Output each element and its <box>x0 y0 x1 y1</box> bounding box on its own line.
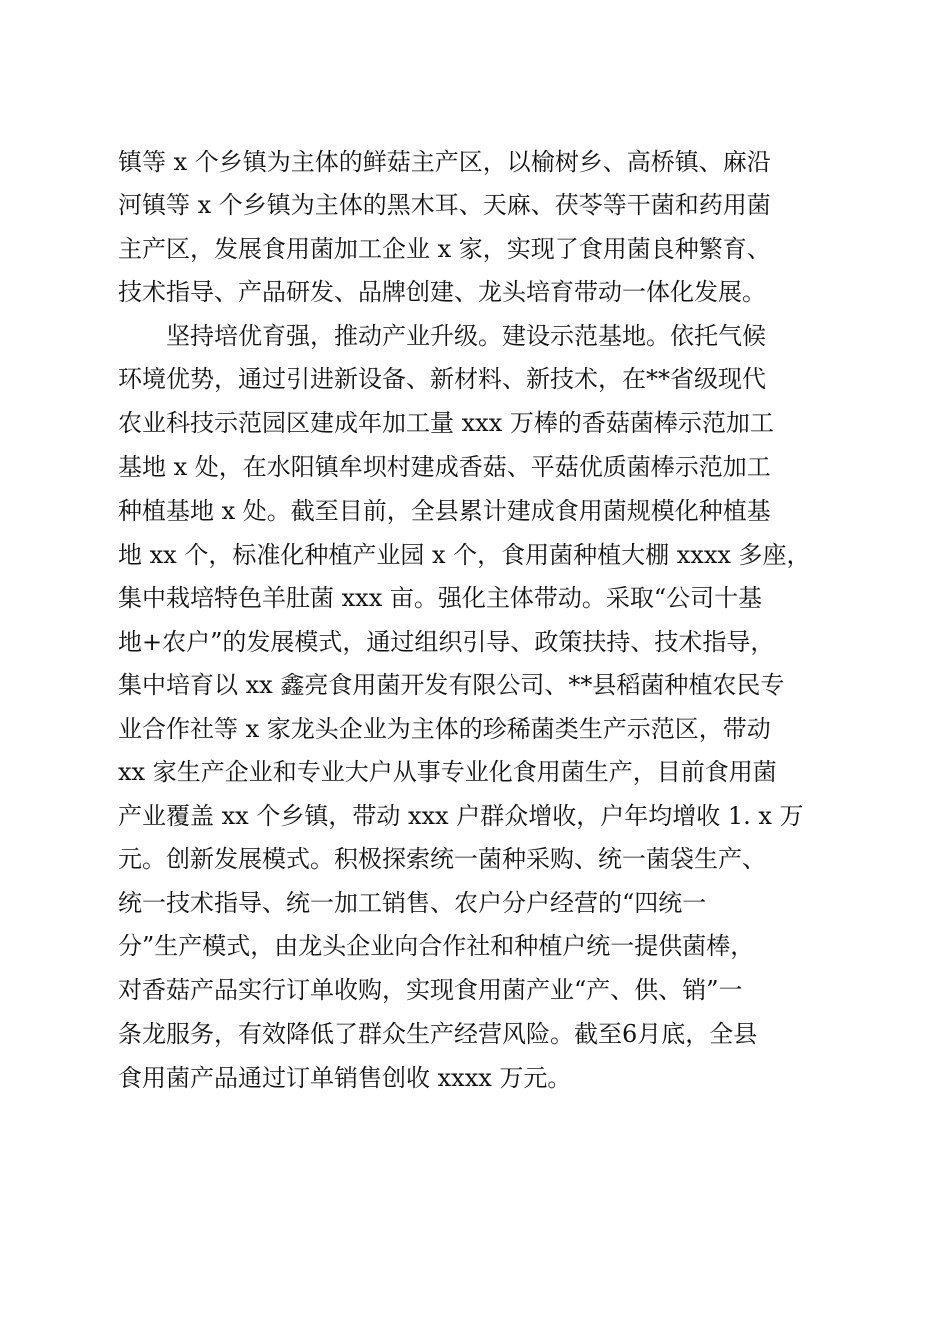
text-line-content: 统一技术指导、统一加工销售、农户分户经营的“四统一 <box>118 889 707 917</box>
text-line-content: xx 家生产企业和专业大户从事专业化食用菌生产，目前食用菌 <box>118 758 777 786</box>
text-line-content: 镇等 x 个乡镇为主体的鲜菇主产区，以榆树乡、高桥镇、麻沿 <box>118 148 771 176</box>
text-line <box>0 1013 950 1055</box>
text-line <box>0 708 950 750</box>
text-line <box>0 882 950 924</box>
text-line <box>0 577 950 619</box>
text-line <box>0 1057 950 1099</box>
text-line <box>0 315 950 357</box>
text-line-content: 河镇等 x 个乡镇为主体的黑木耳、天麻、茯苓等干菌和药用菌 <box>118 191 771 219</box>
text-line <box>0 795 950 837</box>
text-line <box>0 446 950 488</box>
text-line <box>0 184 950 226</box>
text-line-content: 集中培育以 xx 鑫亮食用菌开发有限公司、**县稻菌种植农民专 <box>118 671 785 699</box>
text-line <box>0 621 950 663</box>
text-line <box>0 228 950 270</box>
text-line <box>0 534 950 576</box>
text-line <box>0 141 950 183</box>
text-line-content: 对香菇产品实行订单收购，实现食用菌产业“产、供、销”一 <box>118 976 743 1004</box>
text-line <box>0 358 950 400</box>
text-line-content: 主产区，发展食用菌加工企业 x 家，实现了食用菌良种繁育、 <box>118 235 771 263</box>
text-line-content: 地 xx 个，标准化种植产业园 x 个，食用菌种植大棚 xxxx 多座， <box>118 541 811 569</box>
text-line-content: 条龙服务，有效降低了群众生产经营风险。截至6月底，全县 <box>118 1020 758 1048</box>
text-line-content: 食用菌产品通过订单销售创收 xxxx 万元。 <box>118 1064 572 1092</box>
text-line <box>0 664 950 706</box>
text-line-content: 技术指导、产品研发、品牌创建、龙头培育带动一体化发展。 <box>118 278 766 306</box>
text-line-content: 坚持培优育强，推动产业升级。建设示范基地。依托气候 <box>166 322 766 350</box>
text-line <box>0 751 950 793</box>
text-line-content: 产业覆盖 xx 个乡镇，带动 xxx 户群众增收，户年均增收 1. x 万 <box>118 802 804 830</box>
text-line-content: 分”生产模式，由龙头企业向合作社和种植户统一提供菌棒， <box>118 932 755 960</box>
text-line <box>0 969 950 1011</box>
text-line-content: 种植基地 x 处。截至目前，全县累计建成食用菌规模化种植基 <box>118 497 771 525</box>
text-line-content: 环境优势，通过引进新设备、新材料、新技术，在**省级现代 <box>118 365 766 393</box>
text-line <box>0 838 950 880</box>
text-line <box>0 402 950 444</box>
text-line-content: 业合作社等 x 家龙头企业为主体的珍稀菌类生产示范区，带动 <box>118 715 771 743</box>
text-line-content: 集中栽培特色羊肚菌 xxx 亩。强化主体带动。采取“公司十基 <box>118 584 763 612</box>
text-line <box>0 490 950 532</box>
text-line-content: 元。创新发展模式。积极探索统一菌种采购、统一菌袋生产、 <box>118 845 766 873</box>
text-line-content: 农业科技示范园区建成年加工量 xxx 万棒的香菇菌棒示范加工 <box>118 409 774 437</box>
text-line <box>0 925 950 967</box>
text-line-content: 基地 x 处，在水阳镇牟坝村建成香菇、平菇优质菌棒示范加工 <box>118 453 771 481</box>
text-line-content: 地+农户”的发展模式，通过组织引导、政策扶持、技术指导， <box>118 628 775 656</box>
text-line <box>0 271 950 313</box>
